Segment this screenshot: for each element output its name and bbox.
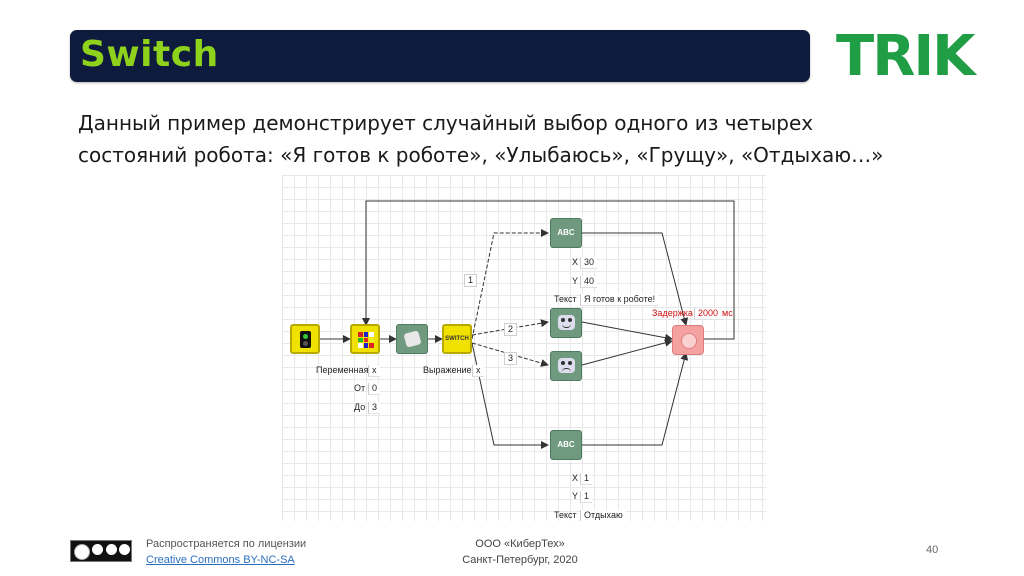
robot-face-sad-icon — [558, 358, 575, 373]
slide-title: Switch — [80, 34, 219, 75]
switch-expr-value[interactable]: x — [472, 365, 484, 377]
text-top-x-label: X — [572, 257, 579, 267]
description-line-2: состояний робота: «Я готов к роботе», «Улыбаюсь», «Грущу», «Отдыхаю…» — [78, 143, 884, 167]
clear-screen-block[interactable] — [396, 324, 428, 354]
robot-program-diagram — [282, 175, 766, 521]
eraser-icon — [403, 330, 421, 347]
cc-icon — [74, 544, 90, 560]
by-icon — [92, 544, 103, 555]
text-top-text-label: Текст — [554, 294, 577, 304]
link-text-bottom-delay — [582, 353, 686, 445]
description-line-1: Данный пример демонстрирует случайный выбор одного из четырех — [78, 111, 814, 135]
text-bottom-text-label: Текст — [554, 510, 577, 520]
random-var-value[interactable]: x — [368, 365, 380, 377]
text-block-bottom[interactable] — [550, 430, 582, 460]
text-bottom-y-value[interactable]: 1 — [580, 491, 592, 503]
link-face-sad-delay — [582, 341, 672, 365]
text-top-x-value[interactable]: 30 — [580, 257, 597, 269]
face-block-smile[interactable] — [550, 308, 582, 338]
switch-block-label: SWITCH — [445, 336, 469, 342]
text-bottom-x-value[interactable]: 1 — [580, 473, 592, 485]
footer-org — [440, 536, 600, 568]
random-from-label: От — [354, 383, 366, 393]
switch-expr-label: Выражение — [423, 365, 472, 375]
text-top-text-value[interactable]: Я готов к роботе! — [580, 294, 658, 306]
org-name: ООО «КиберТех» — [475, 538, 565, 550]
text-top-y-value[interactable]: 40 — [580, 276, 597, 288]
text-bottom-y-label: Y — [572, 491, 579, 501]
trik-logo: TRIK — [836, 24, 974, 89]
delay-label: Задержка — [652, 308, 693, 318]
license-link[interactable]: Creative Commons BY-NC-SA — [146, 554, 295, 566]
random-to-value[interactable]: 3 — [368, 402, 380, 414]
page-number: 40 — [926, 544, 939, 556]
delay-value[interactable]: 2000 — [694, 308, 721, 320]
start-block[interactable] — [290, 324, 320, 354]
org-city-year: Санкт-Петербург, 2020 — [462, 554, 578, 566]
sa-icon — [119, 544, 130, 555]
nc-icon — [106, 544, 117, 555]
face-block-sad[interactable] — [550, 351, 582, 381]
switch-block[interactable] — [442, 324, 472, 354]
edge-label-2: 2 — [504, 323, 517, 336]
text-bottom-x-label: X — [572, 473, 579, 483]
text-bottom-text-value[interactable]: Отдыхаю — [580, 510, 626, 521]
random-cube-icon — [358, 332, 374, 348]
random-from-value[interactable]: 0 — [368, 383, 380, 395]
timer-icon — [681, 333, 697, 349]
text-top-y-label: Y — [572, 276, 579, 286]
text-block-top[interactable] — [550, 218, 582, 248]
traffic-light-icon — [300, 331, 311, 348]
text-block-label-bottom: ABC — [557, 440, 575, 449]
slide-description — [78, 107, 978, 171]
link-face-smile-delay — [582, 322, 672, 339]
robot-face-smile-icon — [558, 315, 575, 330]
random-var-label: Переменная — [316, 365, 369, 375]
license-text: Распространяется по лицензии — [146, 538, 307, 550]
text-block-label: ABC — [557, 228, 575, 237]
random-block[interactable] — [350, 324, 380, 354]
footer-license — [146, 536, 306, 568]
random-to-label: До — [354, 402, 366, 412]
delay-unit: мс — [722, 308, 733, 318]
title-bar — [70, 30, 810, 82]
cc-by-nc-sa-badge — [70, 540, 132, 562]
delay-block[interactable] — [672, 325, 704, 355]
edge-label-1: 1 — [464, 274, 477, 287]
edge-label-3: 3 — [504, 352, 517, 365]
